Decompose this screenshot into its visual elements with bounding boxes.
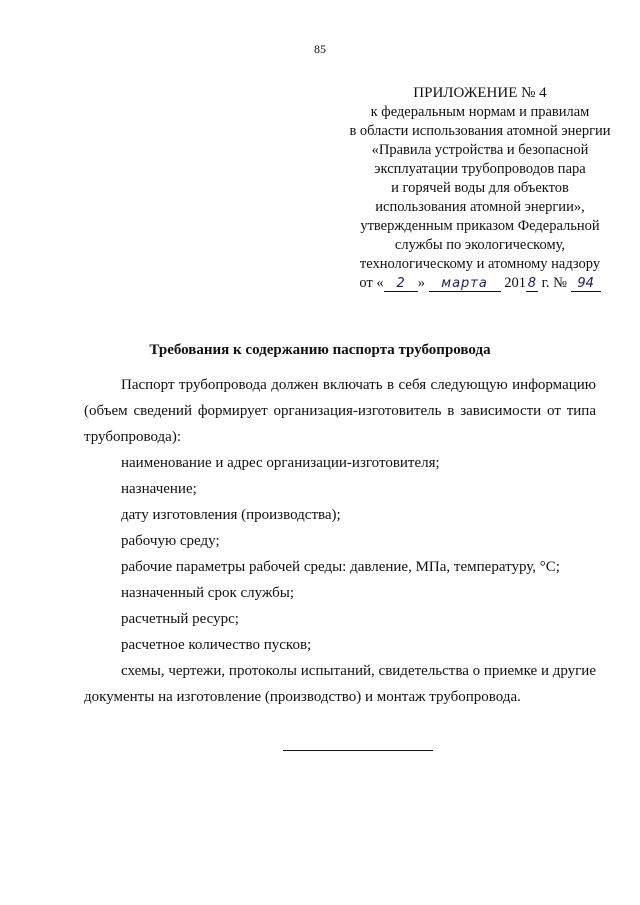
appendix-line: к федеральным нормам и правилам xyxy=(370,104,590,120)
list-item: назначение; xyxy=(121,481,197,497)
list-item: расчетный ресурс; xyxy=(121,611,239,627)
appendix-line: технологическому и атомному надзору xyxy=(359,256,601,272)
list-item-last: схемы, чертежи, протоколы испытаний, свидетельства о приемке и другие документы на изготовление (производство) и монтаж трубопровода. xyxy=(84,663,596,705)
list-item: рабочие параметры рабочей среды: давление, МПа, температуру, °С; xyxy=(121,559,560,575)
order-prefix: от « xyxy=(359,275,384,291)
appendix-line: использования атомной энергии», xyxy=(375,199,585,215)
order-mid: » xyxy=(417,275,425,291)
document-body xyxy=(84,372,596,710)
order-year-prefix: 201 xyxy=(504,275,526,291)
appendix-line: утвержденным приказом Федеральной xyxy=(360,218,600,234)
order-year-digit: 8 xyxy=(527,276,537,291)
list-item: дату изготовления (производства); xyxy=(121,507,341,523)
appendix-title: ПРИЛОЖЕНИЕ № 4 xyxy=(413,85,547,101)
list-item: рабочую среду; xyxy=(121,533,220,549)
appendix-line: эксплуатации трубопроводов пара xyxy=(374,161,586,177)
order-month: марта xyxy=(429,277,501,292)
document-title: Требования к содержанию паспорта трубопровода xyxy=(149,342,491,358)
intro-paragraph: Паспорт трубопровода должен включать в себя следующую информацию (объем сведений формирует организация-изготовитель в зависимости от типа трубопровода): xyxy=(84,377,596,445)
appendix-line: службы по экологическому, xyxy=(394,237,566,253)
appendix-line: в области использования атомной энергии xyxy=(349,123,611,139)
order-day: 2 xyxy=(384,277,418,292)
appendix-header xyxy=(330,84,630,293)
list-item: назначенный срок службы; xyxy=(121,585,294,601)
appendix-line: «Правила устройства и безопасной xyxy=(371,142,589,158)
appendix-line: и горячей воды для объектов xyxy=(391,180,569,196)
order-number: 94 xyxy=(571,277,601,292)
page-number: 85 xyxy=(314,42,326,56)
list-item: расчетное количество пусков; xyxy=(121,637,312,653)
order-date-line xyxy=(330,274,630,293)
list-item: наименование и адрес организации-изготовителя; xyxy=(121,455,440,471)
closing-divider xyxy=(283,750,433,751)
order-year-suffix: г. № xyxy=(541,275,567,291)
